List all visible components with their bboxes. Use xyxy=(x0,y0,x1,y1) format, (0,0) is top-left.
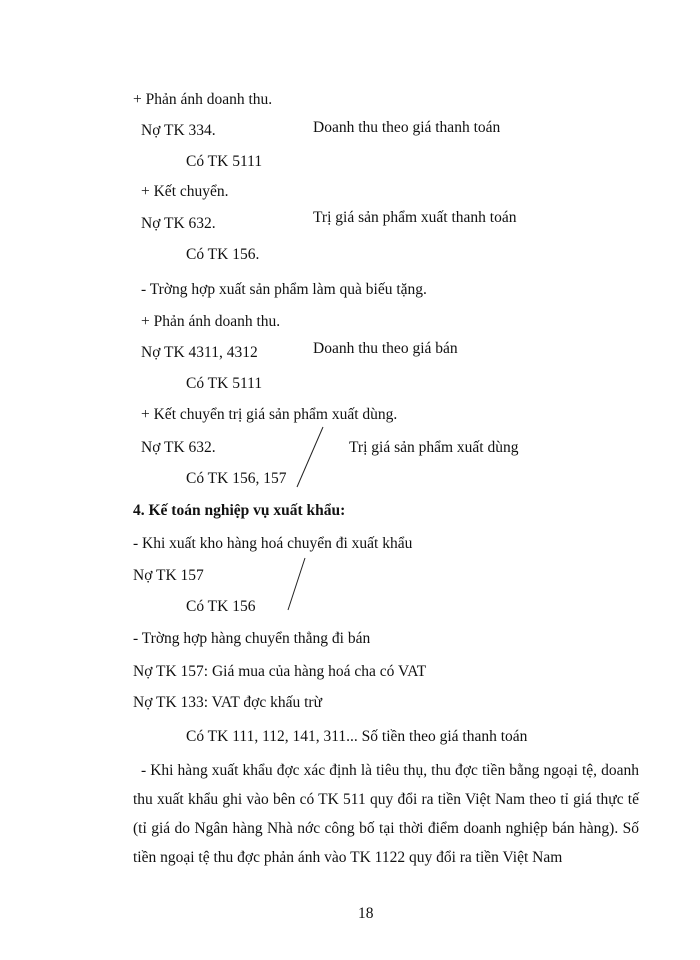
line-reflect-revenue-1: + Phản ánh doanh thu. xyxy=(133,91,273,108)
line-credit-156-157: Có TK 156, 157 xyxy=(186,470,287,487)
section-heading-export: 4. Kế toán nghiệp vụ xuất khẩu: xyxy=(133,502,346,519)
page-number: 18 xyxy=(358,905,374,922)
line-credit-multiple-accounts: Có TK 111, 112, 141, 311... Số tiền theo giá thanh toán xyxy=(186,728,528,745)
line-note-product-value-payment: Trị giá sản phẩm xuất thanh toán xyxy=(313,209,517,226)
line-debit-157-1: Nợ TK 157 xyxy=(133,567,204,584)
line-debit-632-1: Nợ TK 632. xyxy=(141,215,216,232)
line-note-sale-price: Doanh thu theo giá bán xyxy=(313,340,458,357)
diagonal-stroke-2 xyxy=(282,555,312,615)
line-note-product-value-used: Trị giá sản phẩm xuất dùng xyxy=(349,439,519,456)
line-transfer-2: + Kết chuyển trị giá sản phẩm xuất dùng. xyxy=(141,406,398,423)
line-debit-334: Nợ TK 334. xyxy=(141,122,216,139)
line-transfer-1: + Kết chuyển. xyxy=(141,183,229,200)
line-debit-157-purchase-price: Nợ TK 157: Giá mua của hàng hoá cha có VAT xyxy=(133,663,427,680)
paragraph-export-revenue: - Khi hàng xuất khẩu đợc xác định là tiêu thụ, thu đợc tiền bằng ngoại tệ, doanh thu xuất khẩu ghi vào bên có TK 511 quy đổi ra tiền Việt Nam theo tỉ giá thực tế (tỉ giá do Ngân hàng Nhà nớc công bố tại thời điểm doanh nghiệp bán hàng). Số tiền ngoại tệ thu đợc phản ánh vào TK 1122 quy đổi ra tiền Việt Nam xyxy=(133,762,639,866)
line-note-payment-price: Doanh thu theo giá thanh toán xyxy=(313,119,501,136)
line-export-warehouse: - Khi xuất kho hàng hoá chuyển đi xuất khẩu xyxy=(133,535,413,552)
line-credit-156-1: Có TK 156. xyxy=(186,246,260,263)
line-debit-4311-4312: Nợ TK 4311, 4312 xyxy=(141,344,258,361)
line-credit-5111-2: Có TK 5111 xyxy=(186,375,263,392)
line-debit-632-2: Nợ TK 632. xyxy=(141,439,216,456)
line-credit-156-2: Có TK 156 xyxy=(186,598,256,615)
diagonal-stroke-1 xyxy=(290,425,330,495)
line-credit-5111-1: Có TK 5111 xyxy=(186,153,263,170)
line-direct-shipment: - Trờng hợp hàng chuyển thẳng đi bán xyxy=(133,630,371,647)
line-debit-133-vat: Nợ TK 133: VAT đợc khấu trừ xyxy=(133,694,322,711)
line-gift-case: - Trờng hợp xuất sản phẩm làm quà biếu tặng. xyxy=(141,281,427,298)
line-reflect-revenue-2: + Phản ánh doanh thu. xyxy=(141,313,281,330)
